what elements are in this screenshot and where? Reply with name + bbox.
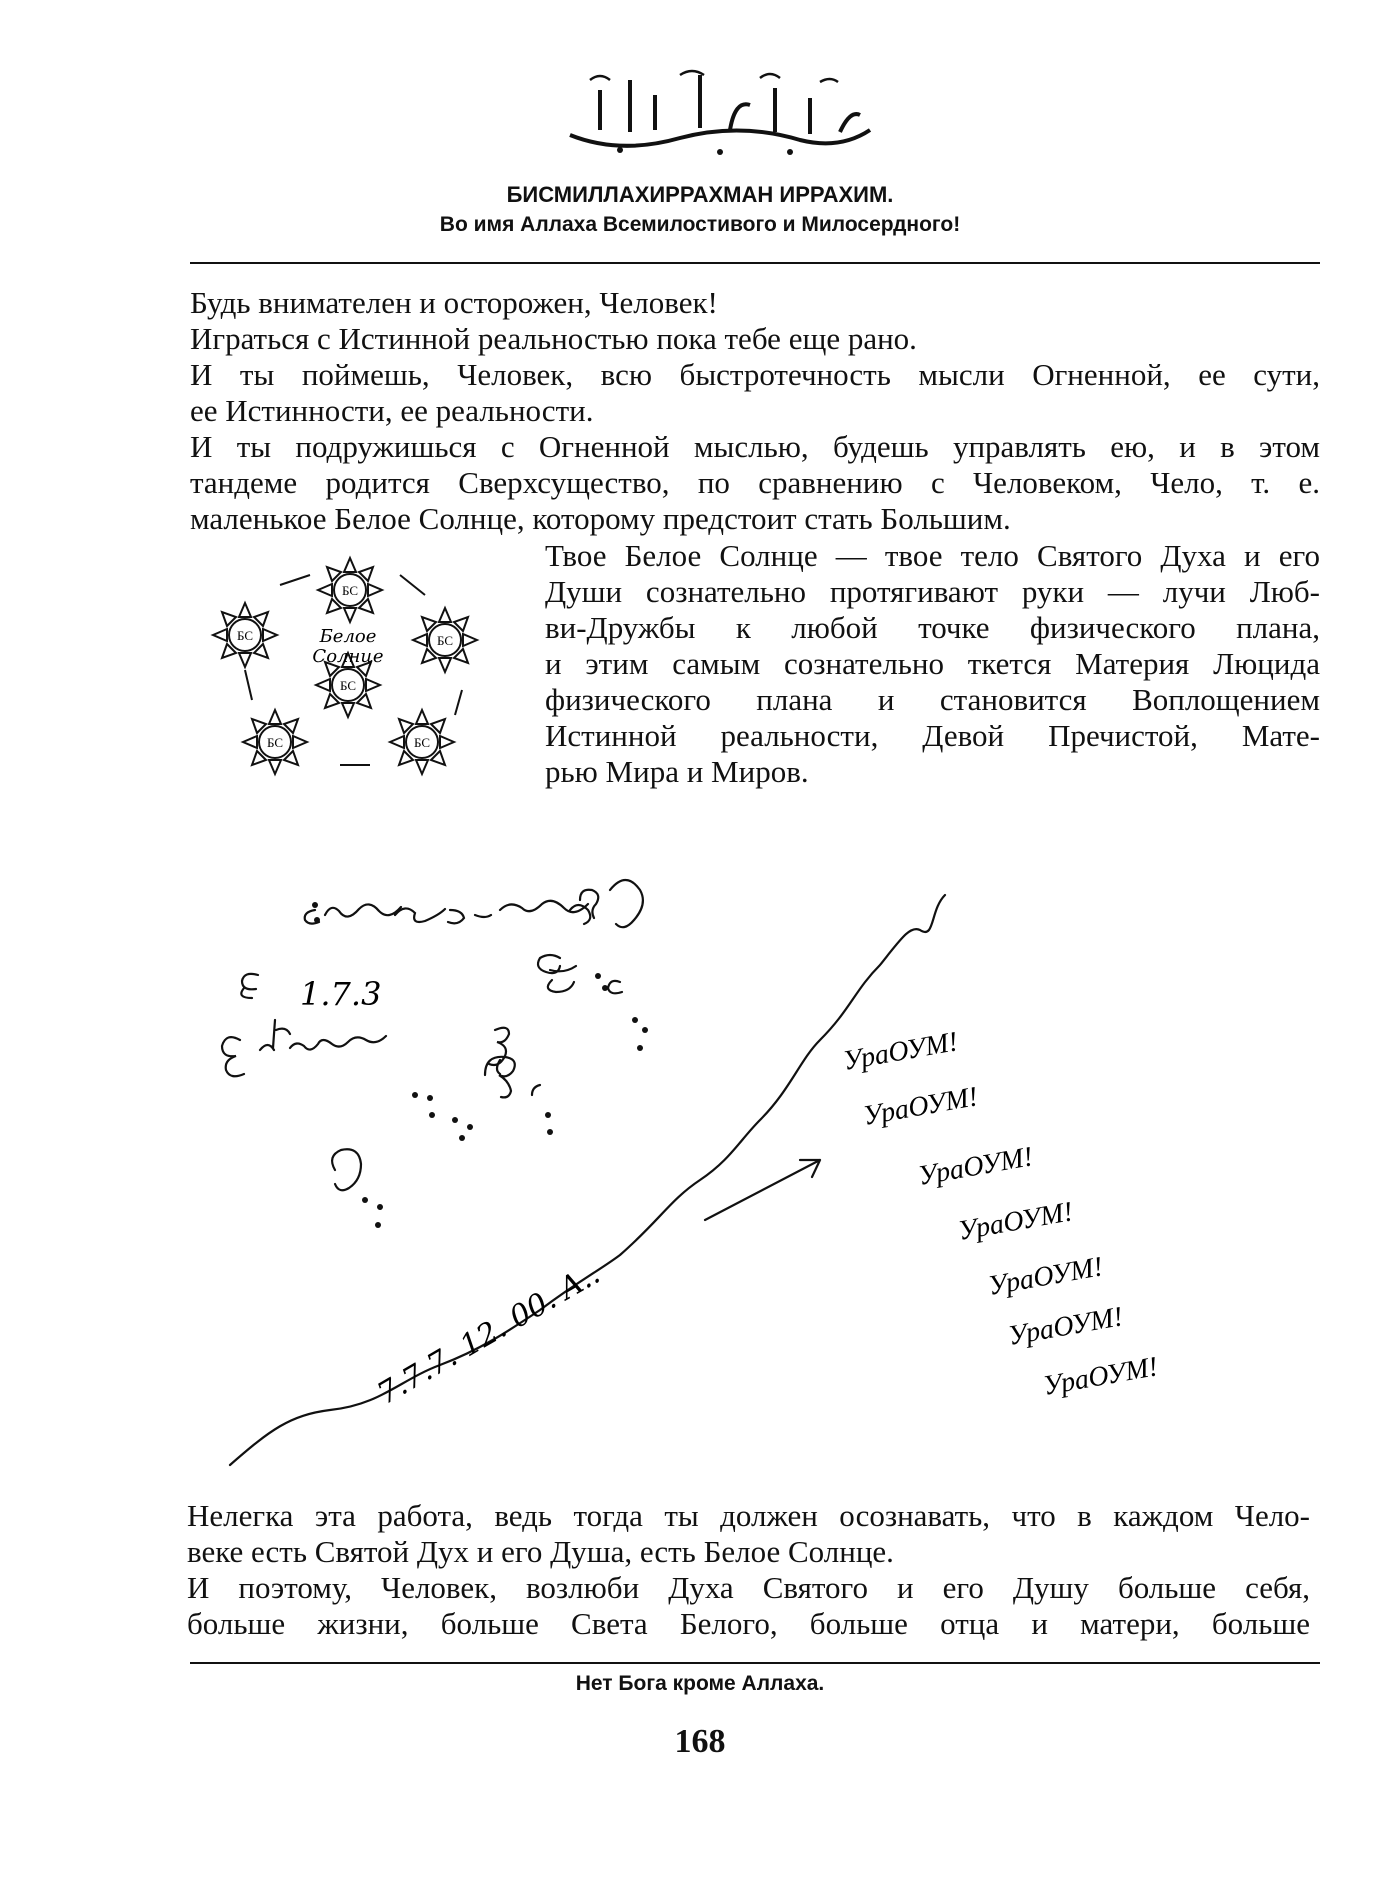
sun-left [213, 603, 277, 667]
header-title: БИСМИЛЛАХИРРАХМАН ИРРАХИМ. [506, 182, 894, 207]
text-line: Будь внимателен и осторожен, Человек! [190, 285, 718, 320]
white-sun-diagram [200, 550, 490, 780]
svg-text:БС: БС [341, 583, 359, 598]
text-line: Истинной реальности, Девой Пречистой, Мате- [545, 718, 1320, 753]
sun-bottom-right [390, 710, 454, 774]
text-line: Играться с Истинной реальностью пока тебе еще рано. [190, 321, 917, 356]
footer-text: Нет Бога кроме Аллаха. [575, 1672, 825, 1695]
body-top [190, 285, 1320, 537]
bismillah-calligraphy [560, 60, 880, 160]
cheer-line: УраОУМ! [840, 1026, 961, 1077]
svg-text:БС: БС [266, 735, 284, 750]
handwritten-line-numbers: 7.7.7. 12. 00. A.. [371, 1256, 607, 1412]
sun-bottom-left [243, 710, 307, 774]
text-line: Души сознательно протягивают руки — лучи Люб- [545, 574, 1320, 609]
svg-text:БС: БС [339, 678, 357, 693]
text-line: ви-Дружбы к любой точке физического плана, [545, 610, 1320, 645]
cheer-line: УраОУМ! [860, 1081, 981, 1132]
text-line: больше жизни, больше Света Белого, больше отца и матери, больше [187, 1606, 1310, 1641]
cheer-line: УраОУМ! [985, 1251, 1106, 1302]
cheers-list [841, 1026, 1160, 1402]
text-line: маленькое Белое Солнце, которому предстоит стать Большим. [190, 501, 1011, 536]
sun-center-label-1: Белое [319, 626, 377, 647]
text-line: рью Мира и Миров. [545, 754, 809, 789]
arrow-icon [705, 1160, 820, 1220]
cheer-line: УраОУМ! [1040, 1351, 1161, 1402]
text-line: Твое Белое Солнце — твое тело Святого Духа и его [545, 538, 1320, 573]
cheer-line: УраОУМ! [1005, 1301, 1126, 1352]
handwritten-number: 1.7.3 [300, 975, 382, 1013]
svg-text:БС: БС [436, 633, 454, 648]
dots [312, 902, 648, 1228]
svg-text:БС: БС [413, 735, 431, 750]
text-line: Нелегка эта работа, ведь тогда ты должен осознавать, что в каждом Чело- [187, 1498, 1310, 1533]
header-subtitle: Во имя Аллаха Всемилостивого и Милосердного! [439, 213, 961, 236]
handwritten-drawing [200, 870, 1250, 1470]
cheer-line: УраОУМ! [915, 1141, 1036, 1192]
sun-right [413, 608, 477, 672]
text-line: ее Истинности, ее реальности. [190, 393, 594, 428]
body-side [545, 538, 1320, 790]
sun-top [318, 558, 382, 622]
text-line: веке есть Святой Дух и его Душа, есть Белое Солнце. [187, 1534, 894, 1569]
text-line: и этим самым сознательно ткется Материя Люцида [545, 646, 1320, 681]
sun-center-label-2: Солнце [312, 646, 384, 667]
text-line: И ты подружишься с Огненной мыслью, будешь управлять ею, и в этом [190, 429, 1320, 464]
footer-divider [190, 1662, 1320, 1664]
cheer-line: УраОУМ! [955, 1196, 1076, 1247]
text-line: физического плана и становится Воплощением [545, 682, 1320, 717]
text-line: тандеме родится Сверхсущество, по сравнению с Человеком, Чело, т. е. [190, 465, 1320, 500]
body-bottom [187, 1498, 1310, 1642]
page-number: 168 [674, 1723, 726, 1760]
svg-text:БС: БС [236, 628, 254, 643]
text-line: И поэтому, Человек, возлюби Духа Святого и его Душу больше себя, [187, 1570, 1310, 1605]
header-divider [190, 262, 1320, 264]
text-line: И ты поймешь, Человек, всю быстротечность мысли Огненной, ее сути, [190, 357, 1320, 392]
